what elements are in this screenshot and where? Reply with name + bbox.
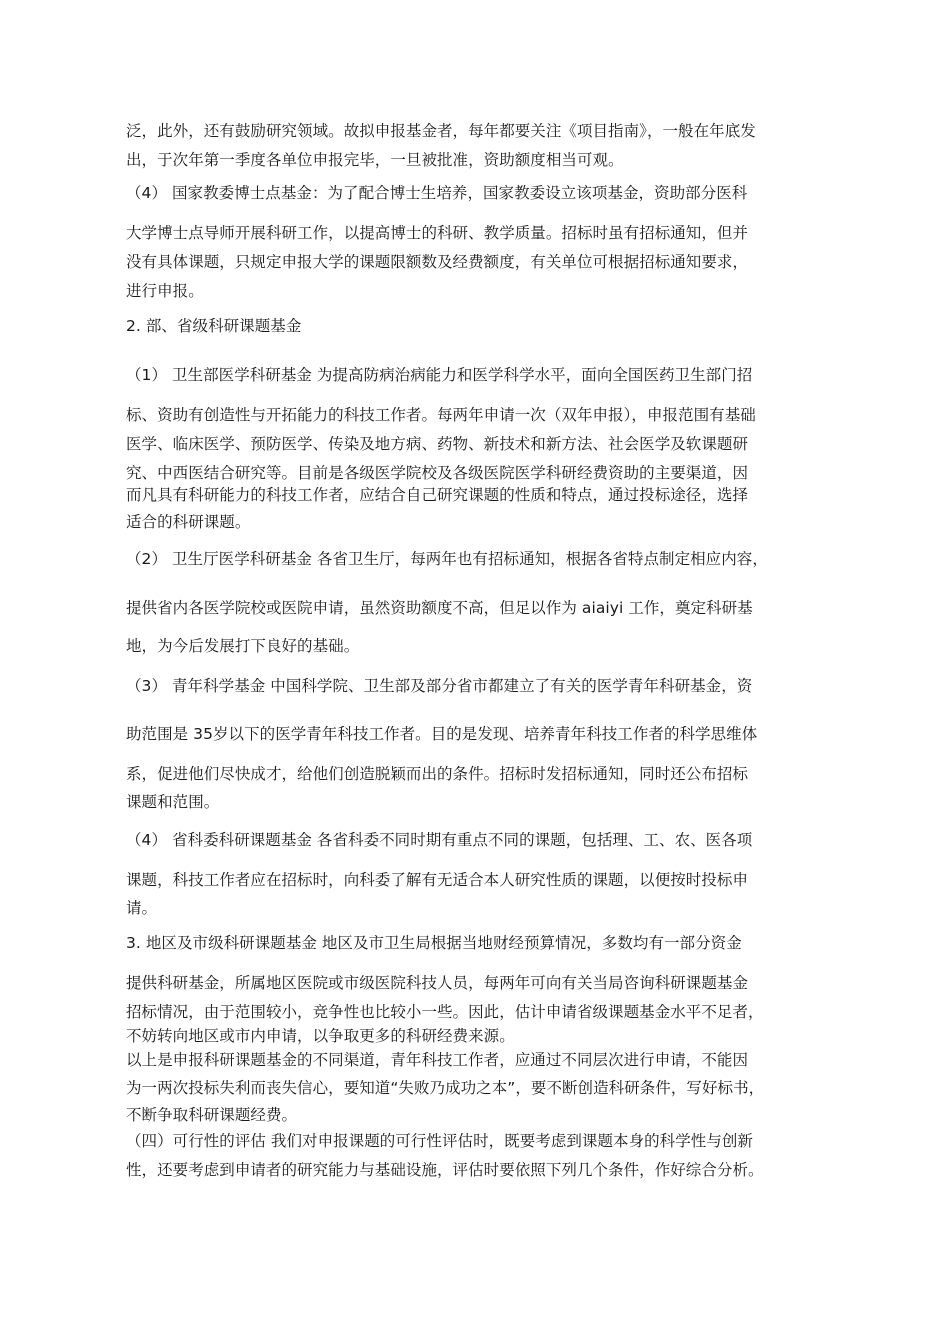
section-heading: 3. 地区及市级科研课题基金 地区及市卫生局根据当地财经预算情况，多数均有一部分资金: [126, 934, 742, 952]
text-line: 出，于次年第一季度各单位申报完毕，一旦被批准，资助额度相当可观。: [126, 151, 624, 169]
text-line: 以上是申报科研课题基金的不同渠道，青年科技工作者，应通过不同层次进行申请，不能因: [126, 1051, 749, 1069]
text-line: 课题和范围。: [126, 793, 220, 811]
text-line: 助范围是 35岁以下的医学青年科技工作者。目的是发现、培养青年科技工作者的科学思维体: [126, 725, 758, 743]
text-line: （3） 青年科学基金 中国科学院、卫生部及部分省市都建立了有关的医学青年科研基金，资: [126, 677, 753, 695]
text-line: 课题，科技工作者应在招标时，向科委了解有无适合本人研究性质的课题，以便按时投标申: [126, 871, 749, 889]
text-line: （4） 国家教委博士点基金：为了配合博士生培养，国家教委设立该项基金，资助部分医科: [126, 184, 748, 202]
text-line: 招标情况，由于范围较小，竞争性也比较小一些。因此，估计申请省级课题基金水平不足者，: [126, 1003, 764, 1021]
text-line: 提供省内各医学院校或医院申请，虽然资助额度不高，但足以作为 aiaiyi 工作，奠定科研基: [126, 599, 753, 617]
text-line: 究、中西医结合研究等。目前是各级医学院校及各级医院医学科研经费资助的主要渠道，因: [126, 464, 749, 482]
text-line: 为一两次投标失利而丧失信心，要知道“失败乃成功之本”，要不断创造科研条件，写好标书，: [126, 1079, 765, 1097]
text-line: （4） 省科委科研课题基金 各省科委不同时期有重点不同的课题，包括理、工、农、医各项: [126, 831, 753, 849]
text-line: 地，为今后发展打下良好的基础。: [126, 637, 360, 655]
text-line: 大学博士点导师开展科研工作，以提高博士的科研、教学质量。招标时虽有招标通知，但并: [126, 224, 749, 242]
text-line: （1） 卫生部医学科研基金 为提高防病治病能力和医学科学水平，面向全国医药卫生部门招: [126, 366, 753, 384]
text-line: （2） 卫生厅医学科研基金 各省卫生厅，每两年也有招标通知，根据各省特点制定相应内容，: [126, 550, 768, 568]
text-line: 进行申报。: [126, 282, 204, 300]
text-line: 而凡具有科研能力的科技工作者，应结合自己研究课题的性质和特点，通过投标途径，选择: [126, 486, 749, 504]
text-line: 系，促进他们尽快成才，给他们创造脱颖而出的条件。招标时发招标通知，同时还公布招标: [126, 765, 749, 783]
section-heading: 2. 部、省级科研课题基金: [126, 317, 302, 335]
text-line: 没有具体课题，只规定申报大学的课题限额数及经费额度，有关单位可根据招标通知要求，: [126, 253, 749, 271]
text-line: （四）可行性的评估 我们对申报课题的可行性评估时，既要考虑到课题本身的科学性与创新: [126, 1132, 753, 1150]
text-line: 标、资助有创造性与开拓能力的科技工作者。每两年申请一次（双年申报），申报范围有基础: [126, 406, 756, 424]
text-line: 适合的科研课题。: [126, 513, 251, 531]
text-line: 泛，此外，还有鼓励研究领域。故拟申报基金者，每年都要关注《项目指南》，一般在年底发: [126, 122, 756, 140]
text-line: 提供科研基金，所属地区医院或市级医院科技人员，每两年可向有关当局咨询科研课题基金: [126, 974, 749, 992]
text-line: 医学、临床医学、预防医学、传染及地方病、药物、新技术和新方法、社会医学及软课题研: [126, 435, 749, 453]
text-line: 请。: [126, 899, 158, 917]
text-line: 不妨转向地区或市内申请，以争取更多的科研经费来源。: [126, 1027, 515, 1045]
text-line: 性，还要考虑到申请者的研究能力与基础设施，评估时要依照下列几个条件，作好综合分析。: [126, 1161, 764, 1179]
text-line: 不断争取科研课题经费。: [126, 1106, 298, 1124]
